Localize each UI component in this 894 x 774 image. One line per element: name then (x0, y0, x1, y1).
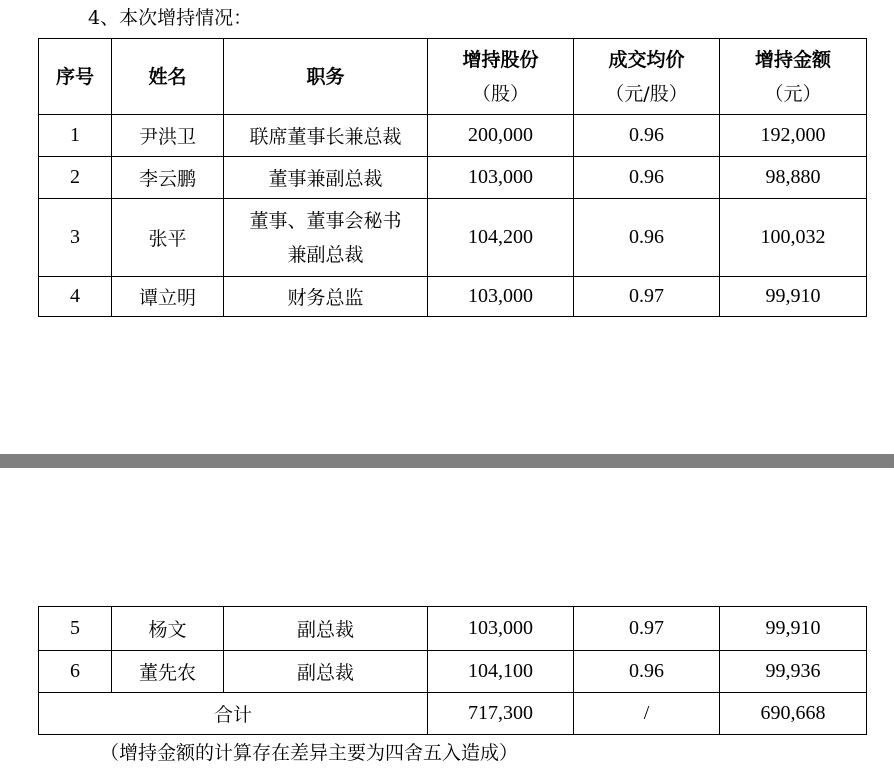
holdings-table-bottom (38, 606, 867, 735)
cell-name: 杨文 (112, 607, 224, 651)
cell-total-label: 合计 (39, 693, 428, 735)
cell-seq: 1 (39, 115, 112, 157)
cell-price: 0.96 (574, 115, 720, 157)
table-row (39, 157, 867, 199)
cell-total-shares: 717,300 (428, 693, 574, 735)
table-header-row (39, 39, 867, 115)
table-row (39, 277, 867, 317)
header-amount: 增持金额 （元） (720, 39, 867, 115)
cell-name: 谭立明 (112, 277, 224, 317)
cell-position: 副总裁 (224, 651, 428, 693)
cell-price: 0.97 (574, 607, 720, 651)
cell-price: 0.96 (574, 199, 720, 277)
holdings-table-top (38, 38, 867, 317)
page-break-band (0, 454, 894, 468)
cell-seq: 6 (39, 651, 112, 693)
cell-amount: 99,910 (720, 277, 867, 317)
table-row (39, 199, 867, 277)
cell-shares: 200,000 (428, 115, 574, 157)
cell-name: 董先农 (112, 651, 224, 693)
section-heading: 4、本次增持情况： (88, 7, 253, 29)
cell-price: 0.96 (574, 651, 720, 693)
cell-position: 财务总监 (224, 277, 428, 317)
table-row (39, 607, 867, 651)
cell-seq: 2 (39, 157, 112, 199)
cell-total-price: / (574, 693, 720, 735)
cell-name: 张平 (112, 199, 224, 277)
cell-name: 李云鹏 (112, 157, 224, 199)
header-position: 职务 (224, 39, 428, 115)
cell-amount: 99,910 (720, 607, 867, 651)
header-price: 成交均价 （元/股） (574, 39, 720, 115)
cell-position: 董事兼副总裁 (224, 157, 428, 199)
header-name: 姓名 (112, 39, 224, 115)
cell-position: 联席董事长兼总裁 (224, 115, 428, 157)
cell-seq: 4 (39, 277, 112, 317)
cell-position: 董事、董事会秘书 兼副总裁 (224, 199, 428, 277)
cell-shares: 104,200 (428, 199, 574, 277)
cell-price: 0.97 (574, 277, 720, 317)
cell-total-amount: 690,668 (720, 693, 867, 735)
cell-amount: 98,880 (720, 157, 867, 199)
cell-position: 副总裁 (224, 607, 428, 651)
table-row (39, 651, 867, 693)
cell-shares: 104,100 (428, 651, 574, 693)
cell-amount: 192,000 (720, 115, 867, 157)
cell-shares: 103,000 (428, 277, 574, 317)
cell-shares: 103,000 (428, 157, 574, 199)
cell-amount: 100,032 (720, 199, 867, 277)
cell-seq: 5 (39, 607, 112, 651)
cell-price: 0.96 (574, 157, 720, 199)
header-seq: 序号 (39, 39, 112, 115)
header-shares: 增持股份 （股） (428, 39, 574, 115)
cell-shares: 103,000 (428, 607, 574, 651)
table-total-row (39, 693, 867, 735)
cell-name: 尹洪卫 (112, 115, 224, 157)
footnote: （增持金额的计算存在差异主要为四舍五入造成） (100, 742, 519, 764)
cell-amount: 99,936 (720, 651, 867, 693)
table-row (39, 115, 867, 157)
cell-seq: 3 (39, 199, 112, 277)
